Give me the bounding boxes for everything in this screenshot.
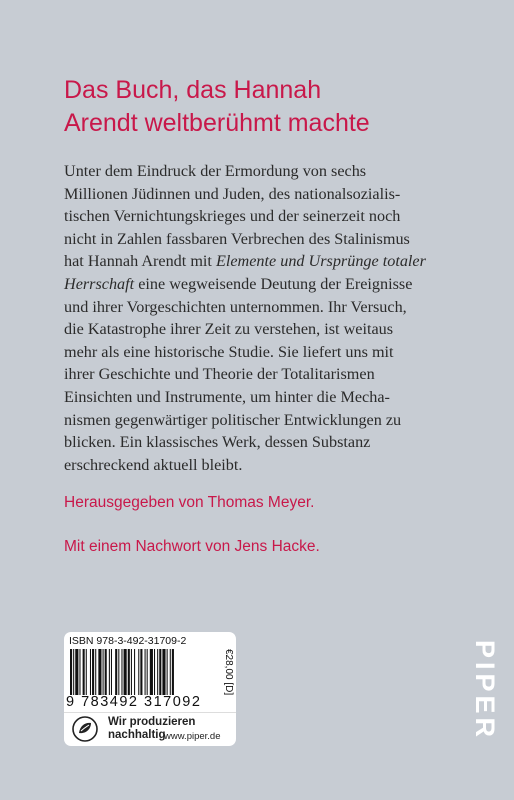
blurb-text-fragment: hat Hannah Arendt mit	[64, 252, 216, 271]
barcode-bar	[140, 649, 142, 695]
publisher-url: www.piper.de	[164, 731, 221, 742]
barcode-bar	[128, 649, 130, 695]
editor-credit: Herausgegeben von Thomas Meyer.	[64, 494, 315, 511]
barcode-bar	[170, 649, 171, 695]
barcode-bar	[109, 649, 110, 695]
barcode-bar	[86, 649, 87, 695]
isbn-number: ISBN 978-3-492-31709-2	[69, 635, 187, 647]
barcode-bar	[124, 649, 127, 695]
barcode-bar	[172, 649, 174, 695]
barcode-bar	[154, 649, 155, 695]
headline	[64, 74, 504, 140]
headline-line-1: Das Buch, das Hannah	[64, 76, 322, 104]
publisher-logo: PIPER	[470, 640, 500, 742]
blurb-line: erschreckend aktuell bleibt.	[64, 455, 243, 474]
barcode-bar	[92, 649, 94, 695]
barcode-label	[64, 632, 236, 746]
divider	[64, 712, 236, 713]
barcode-bar	[79, 649, 80, 695]
barcode-bar	[167, 649, 168, 695]
barcode-bar	[103, 649, 104, 695]
blurb-line: nismen gegenwärtiger politischer Entwicklungen zu	[64, 410, 402, 429]
barcode-bar	[157, 649, 158, 695]
barcode-bar	[162, 649, 165, 695]
blurb-line: und ihrer Vorgeschichten unternommen. Ihr Versuch,	[64, 297, 407, 316]
blurb-line: Unter dem Eindruck der Ermordung von sechs	[64, 162, 367, 180]
barcode-bar	[134, 649, 135, 695]
afterword-credit: Mit einem Nachwort von Jens Hacke.	[64, 538, 320, 555]
barcode-bar	[118, 649, 119, 695]
blurb-text-fragment: eine wegweisende Deutung der Ereignisse	[134, 274, 413, 293]
barcode-bar	[95, 649, 96, 695]
barcode-bar	[111, 649, 112, 695]
barcode-bar	[138, 649, 139, 695]
eco-claim-line-2: nachhaltig	[108, 729, 166, 741]
barcode-bar	[145, 649, 146, 695]
barcode-bar	[147, 649, 148, 695]
barcode-bar	[83, 649, 85, 695]
blurb-line: blicken. Ein klassisches Werk, dessen Substanz	[64, 433, 371, 452]
blurb-line: mehr als eine historische Studie. Sie liefert uns mit	[64, 342, 394, 361]
blurb-line: ihrer Geschichte und Theorie der Totalitarismen	[64, 365, 375, 384]
barcode-bar	[115, 649, 117, 695]
barcode-bars	[70, 649, 214, 695]
barcode-bar	[98, 649, 101, 695]
blurb-line: tischen Vernichtungskrieges und der seinerzeit noch	[64, 207, 401, 226]
blurb	[64, 160, 484, 476]
barcode-bar	[159, 649, 161, 695]
headline-line-2: Arendt weltberühmt machte	[64, 109, 370, 137]
book-title-part-1: Elemente und Ursprünge totaler	[215, 252, 426, 271]
leaf-icon	[72, 716, 98, 742]
blurb-line: die Katastrophe ihrer Zeit zu verstehen, ist weitaus	[64, 320, 394, 339]
barcode-bar	[131, 649, 132, 695]
blurb-line	[64, 273, 484, 296]
barcode-digits: 9 783492 317092	[66, 694, 202, 710]
blurb-line: nicht in Zahlen fassbaren Verbrechen des Stalinismus	[64, 229, 410, 248]
barcode-bar	[73, 649, 74, 695]
eco-claim-line-1: Wir produzieren	[108, 716, 196, 728]
barcode-bar	[75, 649, 78, 695]
blurb-line	[64, 250, 484, 273]
barcode-bar	[90, 649, 91, 695]
blurb-line: Einsichten und Instrumente, um hinter die Mecha-	[64, 387, 390, 406]
book-title-part-2: Herrschaft	[64, 274, 135, 293]
barcode-bar	[150, 649, 153, 695]
price-label: €28,00 [D]	[223, 648, 234, 696]
barcode-bar	[70, 649, 72, 695]
blurb-line: Millionen Jüdinnen und Juden, des nationalsozialis-	[64, 184, 401, 203]
barcode-bar	[121, 649, 122, 695]
barcode-bar	[105, 649, 107, 695]
